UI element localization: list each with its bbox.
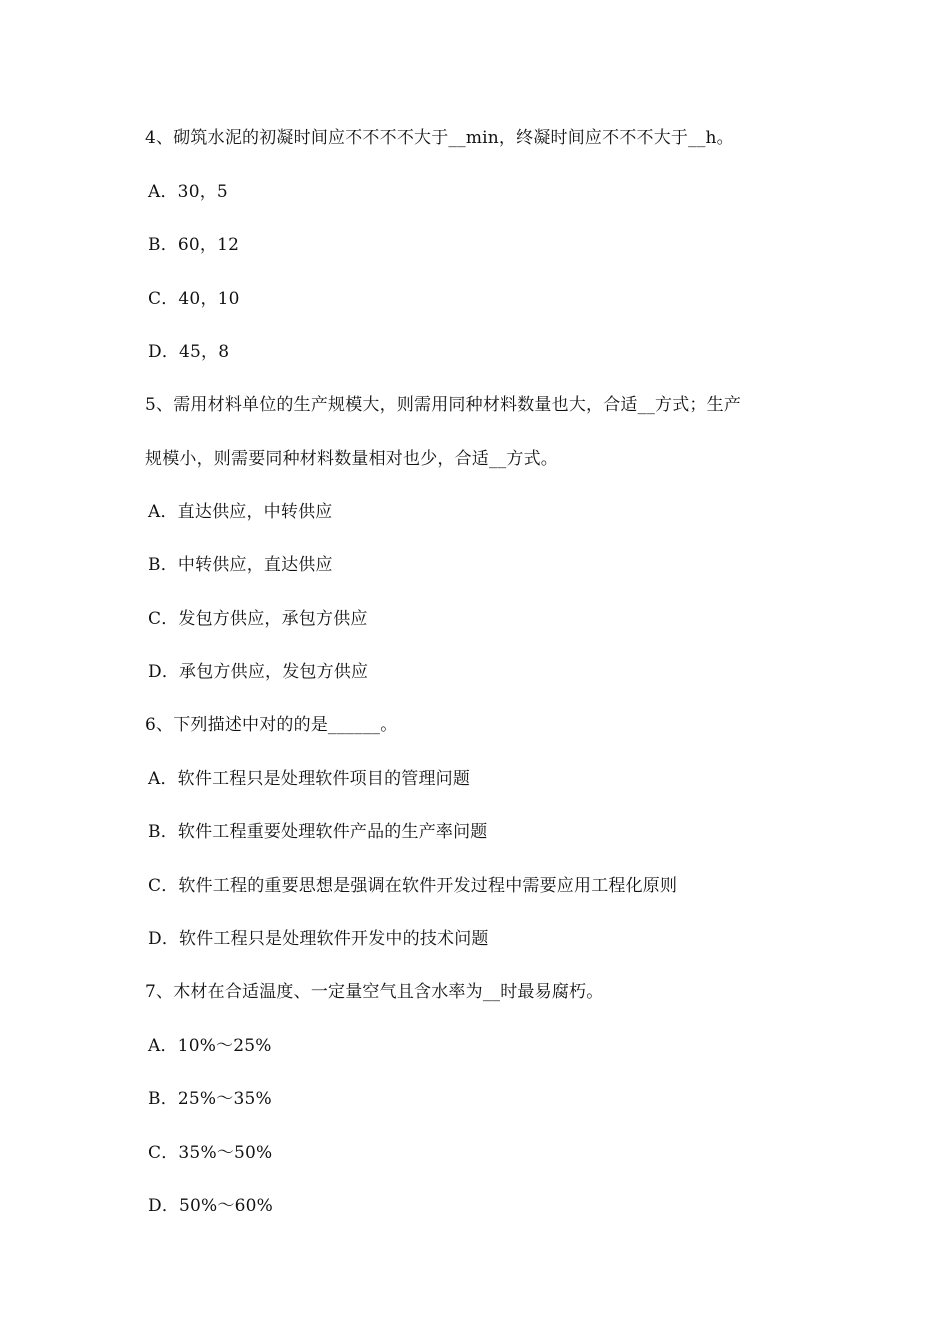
question-5-stem-line-1: 5、需用材料单位的生产规模大，则需用同种材料数量也大，合适__方式；生产: [145, 395, 742, 415]
question-4-option-d: D．45，8: [148, 342, 230, 362]
question-5-option-d: D．承包方供应，发包方供应: [148, 662, 369, 682]
question-7-option-b: B．25%～35%: [148, 1089, 272, 1109]
question-6-option-b: B．软件工程重要处理软件产品的生产率问题: [148, 822, 488, 842]
question-7-option-d: D．50%～60%: [148, 1196, 274, 1216]
question-4-option-a: A．30，5: [148, 182, 228, 202]
question-5-option-b: B．中转供应，直达供应: [148, 555, 333, 575]
question-5-option-a: A．直达供应，中转供应: [148, 502, 333, 522]
question-6-option-d: D．软件工程只是处理软件开发中的技术问题: [148, 929, 489, 949]
question-7-option-c: C．35%～50%: [148, 1143, 273, 1163]
question-4-option-c: C．40，10: [148, 289, 240, 309]
question-6-stem: 6、下列描述中对的的是______。: [145, 715, 398, 735]
question-6-option-c: C．软件工程的重要思想是强调在软件开发过程中需要应用工程化原则: [148, 876, 678, 896]
question-5-option-c: C．发包方供应，承包方供应: [148, 609, 368, 629]
question-4-option-b: B．60，12: [148, 235, 240, 255]
question-5-stem-line-2: 规模小，则需要同种材料数量相对也少，合适__方式。: [145, 449, 558, 469]
question-7-stem: 7、木材在合适温度、一定量空气且含水率为__时最易腐朽。: [145, 982, 604, 1002]
question-4-stem: 4、砌筑水泥的初凝时间应不不不不大于__min，终凝时间应不不不大于__h。: [145, 128, 734, 148]
question-6-option-a: A．软件工程只是处理软件项目的管理问题: [148, 769, 471, 789]
question-7-option-a: A．10%～25%: [148, 1036, 272, 1056]
